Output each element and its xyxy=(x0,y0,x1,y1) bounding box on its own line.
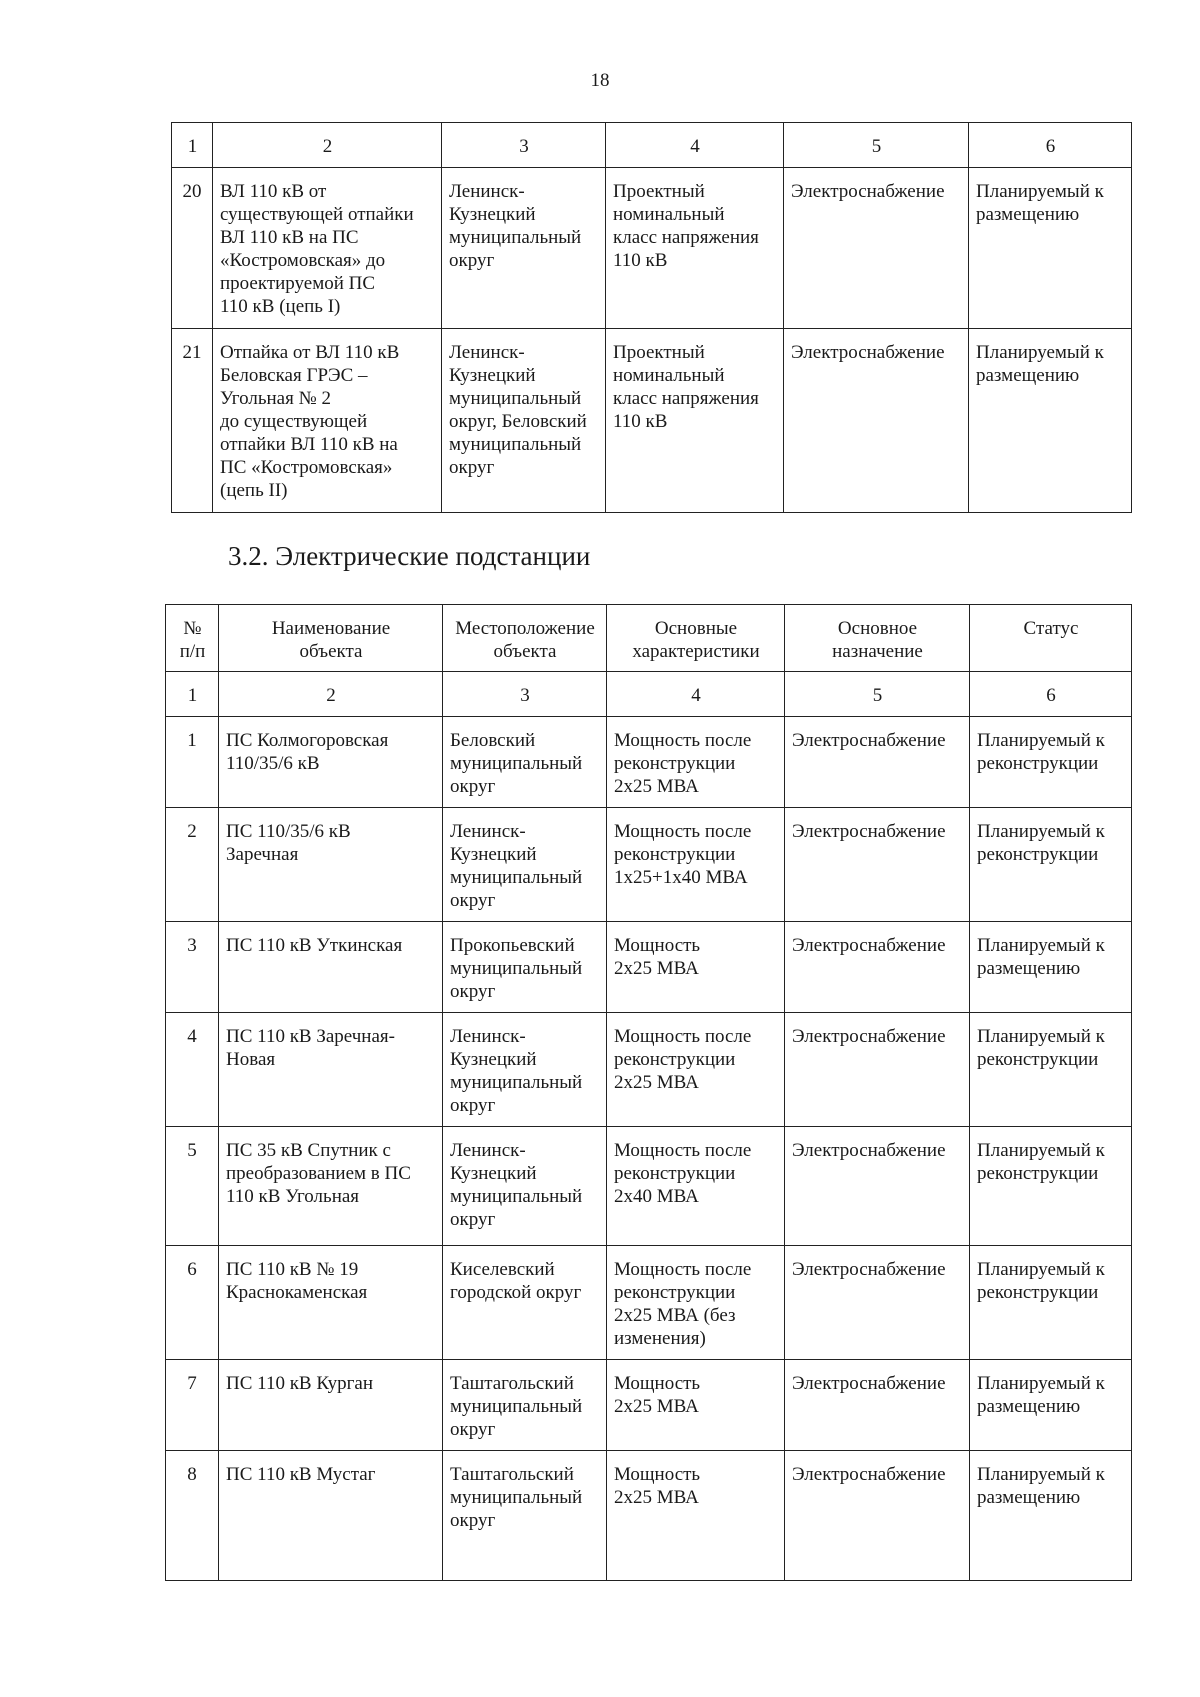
row-number: 2 xyxy=(166,808,219,922)
table-row xyxy=(166,1246,1132,1360)
column-index: 1 xyxy=(172,123,213,168)
object-status: Планируемый к реконструкции xyxy=(970,1246,1132,1360)
object-purpose: Электроснабжение xyxy=(785,717,970,808)
table-row xyxy=(166,1360,1132,1451)
row-number: 8 xyxy=(166,1451,219,1581)
table-row xyxy=(166,1451,1132,1581)
object-purpose: Электроснабжение xyxy=(785,808,970,922)
table-row xyxy=(166,1127,1132,1246)
column-header: Основные характеристики xyxy=(607,605,785,672)
object-purpose: Электроснабжение xyxy=(785,1246,970,1360)
object-name: ПС 110 кВ Мустаг xyxy=(219,1451,443,1581)
object-name: ПС 35 кВ Спутник с преобразованием в ПС 110 кВ Угольная xyxy=(219,1127,443,1246)
header-row xyxy=(166,605,1132,672)
object-characteristics: Проектный номинальный класс напряжения 110 кВ xyxy=(606,329,784,513)
row-number: 4 xyxy=(166,1013,219,1127)
row-number: 6 xyxy=(166,1246,219,1360)
section-heading: 3.2. Электрические подстанции xyxy=(228,541,591,571)
column-index: 5 xyxy=(785,672,970,717)
column-index-row xyxy=(166,672,1132,717)
object-name: ВЛ 110 кВ от существующей отпайки ВЛ 110 кВ на ПС «Костромовская» до проектируемой ПС 110 кВ (цепь I) xyxy=(213,168,442,329)
column-header: Статус xyxy=(970,605,1132,672)
object-location: Ленинск- Кузнецкий муниципальный округ, Беловский муниципальный округ xyxy=(442,329,606,513)
table-row xyxy=(166,808,1132,922)
page-number: 18 xyxy=(590,70,610,91)
table-row xyxy=(166,922,1132,1013)
object-location: Ленинск- Кузнецкий муниципальный округ xyxy=(443,808,607,922)
object-characteristics: Мощность после реконструкции 2x25 МВА (без изменения) xyxy=(607,1246,785,1360)
column-index: 3 xyxy=(443,672,607,717)
column-index: 6 xyxy=(970,672,1132,717)
object-name: Отпайка от ВЛ 110 кВ Беловская ГРЭС – Угольная № 2 до существующей отпайки ВЛ 110 кВ на ПС «Костромовская» (цепь II) xyxy=(213,329,442,513)
column-index: 1 xyxy=(166,672,219,717)
object-purpose: Электроснабжение xyxy=(785,922,970,1013)
row-number: 3 xyxy=(166,922,219,1013)
row-number: 20 xyxy=(172,168,213,329)
object-characteristics: Мощность 2x25 МВА xyxy=(607,1451,785,1581)
row-number: 5 xyxy=(166,1127,219,1246)
object-characteristics: Мощность после реконструкции 2x25 МВА xyxy=(607,1013,785,1127)
table-row xyxy=(172,168,1132,329)
object-status: Планируемый к размещению xyxy=(970,1360,1132,1451)
object-status: Планируемый к реконструкции xyxy=(970,808,1132,922)
object-location: Ленинск- Кузнецкий муниципальный округ xyxy=(443,1013,607,1127)
object-purpose: Электроснабжение xyxy=(784,168,969,329)
column-index: 4 xyxy=(607,672,785,717)
object-name: ПС Колмогоровская 110/35/6 кВ xyxy=(219,717,443,808)
object-name: ПС 110 кВ Заречная- Новая xyxy=(219,1013,443,1127)
object-characteristics: Мощность после реконструкции 2x40 МВА xyxy=(607,1127,785,1246)
column-header: № п/п xyxy=(166,605,219,672)
object-name: ПС 110 кВ № 19 Краснокаменская xyxy=(219,1246,443,1360)
object-name: ПС 110/35/6 кВ Заречная xyxy=(219,808,443,922)
column-index: 2 xyxy=(213,123,442,168)
object-purpose: Электроснабжение xyxy=(785,1013,970,1127)
column-index: 6 xyxy=(969,123,1132,168)
row-number: 21 xyxy=(172,329,213,513)
object-location: Киселевский городской округ xyxy=(443,1246,607,1360)
object-purpose: Электроснабжение xyxy=(785,1127,970,1246)
power-lines-table xyxy=(171,122,1132,513)
object-status: Планируемый к реконструкции xyxy=(970,1127,1132,1246)
object-status: Планируемый к реконструкции xyxy=(970,717,1132,808)
object-characteristics: Мощность 2x25 МВА xyxy=(607,922,785,1013)
object-location: Беловский муниципальный округ xyxy=(443,717,607,808)
table-row xyxy=(166,1013,1132,1127)
column-index: 3 xyxy=(442,123,606,168)
object-purpose: Электроснабжение xyxy=(785,1360,970,1451)
object-status: Планируемый к реконструкции xyxy=(970,1013,1132,1127)
object-status: Планируемый к размещению xyxy=(970,1451,1132,1581)
object-name: ПС 110 кВ Курган xyxy=(219,1360,443,1451)
object-characteristics: Мощность 2x25 МВА xyxy=(607,1360,785,1451)
column-header: Наименование объекта xyxy=(219,605,443,672)
object-status: Планируемый к размещению xyxy=(969,168,1132,329)
substations-table xyxy=(165,604,1132,1581)
row-number: 1 xyxy=(166,717,219,808)
object-characteristics: Мощность после реконструкции 2x25 МВА xyxy=(607,717,785,808)
object-location: Ленинск- Кузнецкий муниципальный округ xyxy=(443,1127,607,1246)
object-location: Прокопьевский муниципальный округ xyxy=(443,922,607,1013)
object-location: Таштагольский муниципальный округ xyxy=(443,1360,607,1451)
object-status: Планируемый к размещению xyxy=(970,922,1132,1013)
object-name: ПС 110 кВ Уткинская xyxy=(219,922,443,1013)
column-index: 2 xyxy=(219,672,443,717)
table-row xyxy=(166,717,1132,808)
row-number: 7 xyxy=(166,1360,219,1451)
object-characteristics: Проектный номинальный класс напряжения 110 кВ xyxy=(606,168,784,329)
column-header: Местоположение объекта xyxy=(443,605,607,672)
object-purpose: Электроснабжение xyxy=(784,329,969,513)
column-index: 4 xyxy=(606,123,784,168)
object-purpose: Электроснабжение xyxy=(785,1451,970,1581)
object-location: Таштагольский муниципальный округ xyxy=(443,1451,607,1581)
object-status: Планируемый к размещению xyxy=(969,329,1132,513)
object-location: Ленинск- Кузнецкий муниципальный округ xyxy=(442,168,606,329)
column-index-row xyxy=(172,123,1132,168)
column-header: Основное назначение xyxy=(785,605,970,672)
column-index: 5 xyxy=(784,123,969,168)
object-characteristics: Мощность после реконструкции 1x25+1x40 МВА xyxy=(607,808,785,922)
table-row xyxy=(172,329,1132,513)
